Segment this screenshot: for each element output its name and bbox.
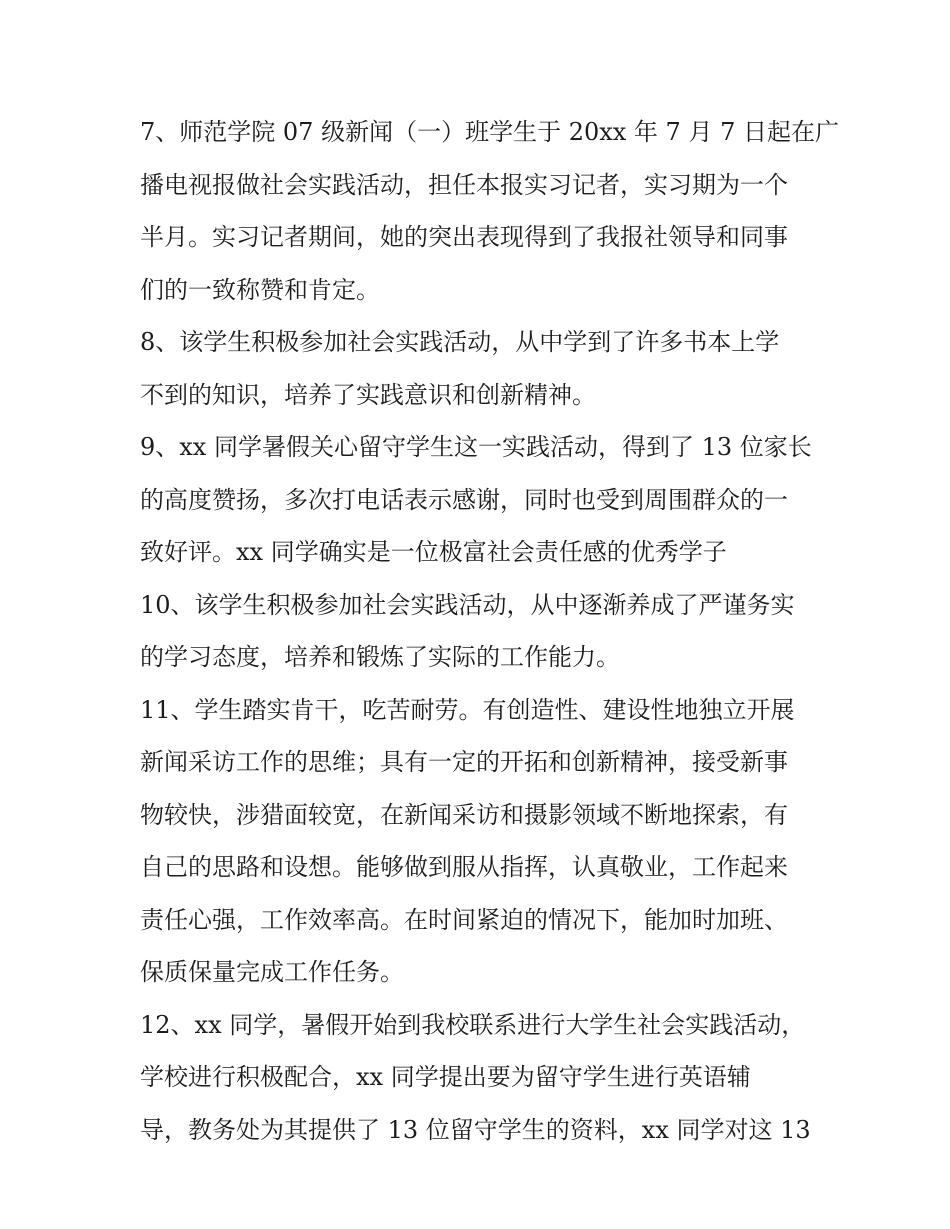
text-line: 责任心强，工作效率高。在时间紧迫的情况下，能加时加班、 [140, 905, 788, 934]
text-line: 8、该学生积极参加社会实践活动，从中学到了许多书本上学 [140, 328, 780, 356]
text-line: 7、师范学院 07 级新闻（一）班学生于 20xx 年 7 月 7 日起在广 [140, 118, 839, 146]
text-line: 的高度赞扬，多次打电话表示感谢，同时也受到周围群众的一 [140, 485, 788, 514]
text-line: 的学习态度，培养和锻炼了实际的工作能力。 [140, 643, 620, 671]
text-line: 物较快，涉猎面较宽，在新闻采访和摄影领域不断地探索，有 [140, 800, 788, 829]
text-line: 播电视报做社会实践活动，担任本报实习记者，实习期为一个 [140, 170, 788, 199]
text-line: 新闻采访工作的思维；具有一定的开拓和创新精神，接受新事 [140, 748, 788, 776]
text-line: 9、xx 同学暑假关心留守学生这一实践活动，得到了 13 位家长 [140, 433, 812, 461]
text-line: 12、xx 同学，暑假开始到我校联系进行大学生社会实践活动， [140, 1010, 806, 1039]
text-line: 保质保量完成工作任务。 [140, 958, 404, 986]
text-line: 学校进行积极配合，xx 同学提出要为留守学生进行英语辅 [140, 1063, 751, 1091]
text-line: 们的一致称赞和肯定。 [140, 275, 380, 304]
text-line: 自己的思路和设想。能够做到服从指挥，认真敬业，工作起来 [140, 853, 788, 881]
text-line: 11、学生踏实肯干，吃苦耐劳。有创造性、建设性地独立开展 [140, 695, 795, 724]
text-line: 10、该学生积极参加社会实践活动，从中逐渐养成了严谨务实 [140, 590, 795, 619]
document-body [140, 106, 839, 1156]
text-line: 不到的知识，培养了实践意识和创新精神。 [140, 380, 596, 409]
text-line: 致好评。xx 同学确实是一位极富社会责任感的优秀学子 [140, 538, 727, 566]
text-line: 半月。实习记者期间，她的突出表现得到了我报社领导和同事 [140, 223, 788, 251]
text-line: 导，教务处为其提供了 13 位留守学生的资料，xx 同学对这 13 [140, 1115, 811, 1144]
